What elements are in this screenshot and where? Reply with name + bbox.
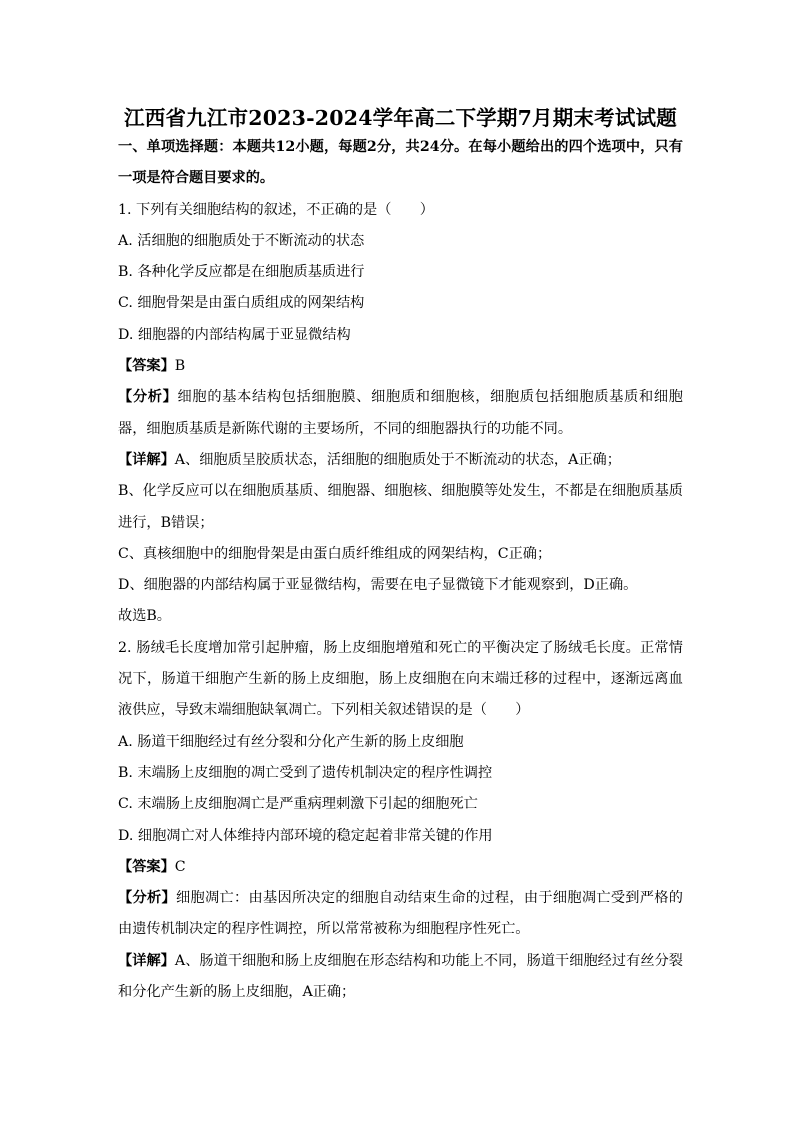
question-2 bbox=[118, 633, 683, 1009]
option-a: A. 肠道干细胞经过有丝分裂和分化产生新的肠上皮细胞 bbox=[118, 733, 464, 750]
option-a: A. 活细胞的细胞质处于不断流动的状态 bbox=[118, 232, 365, 249]
analysis-text: 细胞凋亡：由基因所决定的细胞自动结束生命的过程，由于细胞凋亡受到严格的由遗传机制决定的程序性调控，所以常常被称为细胞程序性死亡。 bbox=[118, 890, 683, 938]
detail-label: 【详解】 bbox=[118, 952, 175, 969]
page-title: 江西省九江市2023-2024学年高二下学期7月期末考试试题 bbox=[124, 106, 677, 130]
analysis-label: 【分析】 bbox=[118, 389, 178, 406]
detail-line-2: B、化学反应可以在细胞质基质、细胞器、细胞核、细胞膜等处发生，不都是在细胞质基质进行，B错误； bbox=[118, 483, 683, 531]
question-stem: 2. 肠绒毛长度增加常引起肿瘤，肠上皮细胞增殖和死亡的平衡决定了肠绒毛长度。正常情况下，肠道干细胞产生新的肠上皮细胞，肠上皮细胞在向末端迁移的过程中，逐渐远离血液供应，导致末端细胞缺氧凋亡。下列相关叙述错误的是（ ） bbox=[118, 639, 683, 719]
detail-line-1 bbox=[118, 946, 683, 1009]
conclusion-line: 故选B。 bbox=[118, 608, 171, 625]
question-1 bbox=[118, 195, 683, 633]
detail-text: A、细胞质呈胶质状态，活细胞的细胞质处于不断流动的状态，A正确； bbox=[174, 451, 621, 468]
option-d: D. 细胞凋亡对人体维持内部环境的稳定起着非常关键的作用 bbox=[118, 827, 493, 844]
detail-label: 【详解】 bbox=[118, 451, 175, 468]
answer-label: 【答案】 bbox=[118, 358, 175, 375]
detail-line-3: C、真核细胞中的细胞骨架是由蛋白质纤维组成的网架结构，C正确； bbox=[118, 545, 552, 562]
answer-value: B bbox=[174, 358, 186, 375]
option-d: D. 细胞器的内部结构属于亚显微结构 bbox=[118, 326, 351, 343]
detail-line-4: D、细胞器的内部结构属于亚显微结构，需要在电子显微镜下才能观察到，D正确。 bbox=[118, 577, 638, 594]
answer-value: C bbox=[174, 858, 186, 875]
answer-line bbox=[118, 852, 683, 883]
option-b: B. 各种化学反应都是在细胞质基质进行 bbox=[118, 264, 365, 281]
answer-label: 【答案】 bbox=[118, 858, 175, 875]
section-header: 一、单项选择题：本题共12小题，每题2分，共24分。在每小题给出的四个选项中，只有一项是符合题目要求的。 bbox=[118, 139, 683, 187]
option-c: C. 细胞骨架是由蛋白质组成的网架结构 bbox=[118, 295, 365, 312]
option-b: B. 末端肠上皮细胞的凋亡受到了遗传机制决定的程序性调控 bbox=[118, 764, 493, 781]
detail-line-1 bbox=[118, 445, 683, 476]
option-c: C. 末端肠上皮细胞凋亡是严重病理刺激下引起的细胞死亡 bbox=[118, 796, 478, 813]
analysis-line bbox=[118, 382, 683, 445]
question-stem: 1. 下列有关细胞结构的叙述，不正确的是（ ） bbox=[118, 201, 434, 218]
analysis-line bbox=[118, 883, 683, 946]
analysis-label: 【分析】 bbox=[118, 890, 176, 907]
analysis-text: 细胞的基本结构包括细胞膜、细胞质和细胞核，细胞质包括细胞质基质和细胞器，细胞质基质是新陈代谢的主要场所，不同的细胞器执行的功能不同。 bbox=[118, 389, 683, 437]
answer-line bbox=[118, 351, 683, 382]
detail-text: A、肠道干细胞和肠上皮细胞在形态结构和功能上不同，肠道干细胞经过有丝分裂和分化产生新的肠上皮细胞，A正确； bbox=[118, 952, 683, 1001]
